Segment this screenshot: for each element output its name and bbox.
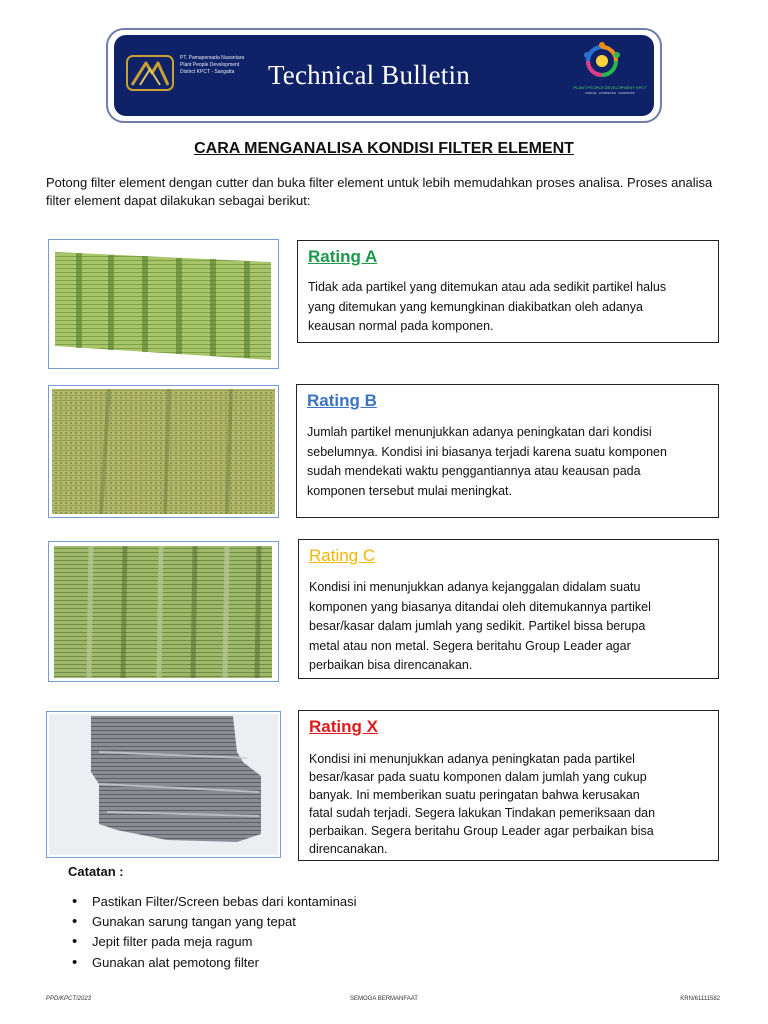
intro-paragraph: Potong filter element dengan cutter dan buka filter element untuk lebih memudahkan proses analisa. Proses analisa filter element dapat dilakukan sebagai berikut: bbox=[46, 175, 713, 208]
text-line: besar/kasar dalam jumlah yang sedikit. Partikel bissa berupa bbox=[309, 619, 646, 633]
list-item: • Jepit filter pada meja ragum bbox=[70, 932, 356, 952]
filter-texture-c bbox=[49, 542, 278, 681]
filter-image-rating-x bbox=[46, 711, 281, 858]
rating-c-description bbox=[309, 578, 709, 676]
text-line: fatal sudah terjadi. Segera lakukan Tindakan pemeriksaan dan bbox=[309, 806, 656, 820]
rating-x-description bbox=[309, 750, 709, 858]
rating-box-a bbox=[297, 240, 719, 343]
filter-image-rating-a bbox=[48, 239, 279, 369]
footer-left: PPD/KPCT/2023 bbox=[46, 996, 92, 1002]
company-line: Plant People Development bbox=[180, 62, 240, 68]
footer-center: SEMOGA BERMANFAAT bbox=[350, 996, 418, 1002]
filter-image-rating-c bbox=[48, 541, 279, 682]
rating-box-c bbox=[298, 539, 719, 679]
ppd-logo-subtext: UNIKUE · KOMPETEN · INSPIRATIF bbox=[585, 91, 635, 95]
rating-x-title: Rating X bbox=[309, 717, 378, 736]
footer-right: KRN/61111582 bbox=[680, 996, 720, 1002]
notes-title: Catatan : bbox=[68, 864, 124, 879]
text-line: Kondisi ini menunjukkan adanya kejanggalan didalam suatu bbox=[309, 580, 641, 594]
list-item: • Gunakan sarung tangan yang tepat bbox=[70, 912, 356, 932]
rating-box-x bbox=[298, 710, 719, 861]
text-line: perbaikan. Segera beritahu Group Leader agar perbaikan bisa bbox=[309, 824, 654, 838]
company-line: PT. Pamapersada Nusantara bbox=[180, 55, 245, 61]
text-line: yang ditemukan yang kemungkinan diakibatkan oleh adanya bbox=[308, 299, 643, 314]
ppd-logo-text: PLANT PEOPLE DEVELOPMENT KPCT bbox=[573, 85, 647, 90]
header-banner bbox=[106, 28, 662, 123]
text-line: besar/kasar pada suatu komponen dalam jumlah yang cukup bbox=[309, 770, 647, 784]
rating-b-title: Rating B bbox=[307, 391, 377, 410]
company-line: District KPCT - Sangatta bbox=[180, 69, 235, 75]
rating-a-description bbox=[308, 278, 708, 337]
bulletin-title: Technical Bulletin bbox=[268, 60, 470, 90]
text-line: Tidak ada partikel yang ditemukan atau ada sedikit partikel halus bbox=[308, 280, 667, 294]
filter-image-rating-b bbox=[48, 385, 279, 518]
document-title: CARA MENGANALISA KONDISI FILTER ELEMENT bbox=[194, 140, 574, 157]
rating-c-title: Rating C bbox=[309, 546, 376, 565]
notes-list bbox=[70, 892, 356, 973]
text-line: Jumlah partikel menunjukkan adanya peningkatan dari kondisi bbox=[307, 425, 652, 439]
text-line: Kondisi ini menunjukkan adanya peningkatan pada partikel bbox=[309, 752, 635, 766]
rating-a-title: Rating A bbox=[308, 247, 378, 266]
text-line: direncanakan. bbox=[309, 842, 388, 856]
rating-b-description bbox=[307, 423, 709, 501]
ppd-logo bbox=[582, 41, 622, 83]
company-logo bbox=[126, 55, 174, 91]
text-line: komponen tersebut mulai meningkat. bbox=[307, 483, 512, 498]
text-line: keausan normal pada komponen. bbox=[308, 319, 494, 333]
list-item: • Gunakan alat pemotong filter bbox=[70, 953, 356, 973]
filter-texture-a bbox=[49, 240, 278, 368]
text-line: perbaikan bisa direncanakan. bbox=[309, 658, 473, 672]
text-line: metal atau non metal. Segera beritahu Group Leader agar bbox=[309, 638, 631, 653]
text-line: sudah mendekati waktu penggantiannya atau keausan pada bbox=[307, 464, 641, 478]
filter-texture-x bbox=[47, 712, 280, 857]
text-line: sebelumnya. Kondisi ini biasanya terjadi karena suatu komponen bbox=[307, 444, 667, 459]
list-item: • Pastikan Filter/Screen bebas dari kontaminasi bbox=[70, 892, 356, 912]
text-line: komponen yang biasanya ditandai oleh ditemukannya partikel bbox=[309, 599, 651, 614]
banner-background bbox=[114, 35, 654, 116]
company-info bbox=[180, 55, 244, 76]
rating-box-b bbox=[296, 384, 719, 518]
filter-texture-b bbox=[49, 386, 278, 517]
text-line: banyak. Ini memberikan suatu peringatan bahwa kerusakan bbox=[309, 788, 640, 802]
